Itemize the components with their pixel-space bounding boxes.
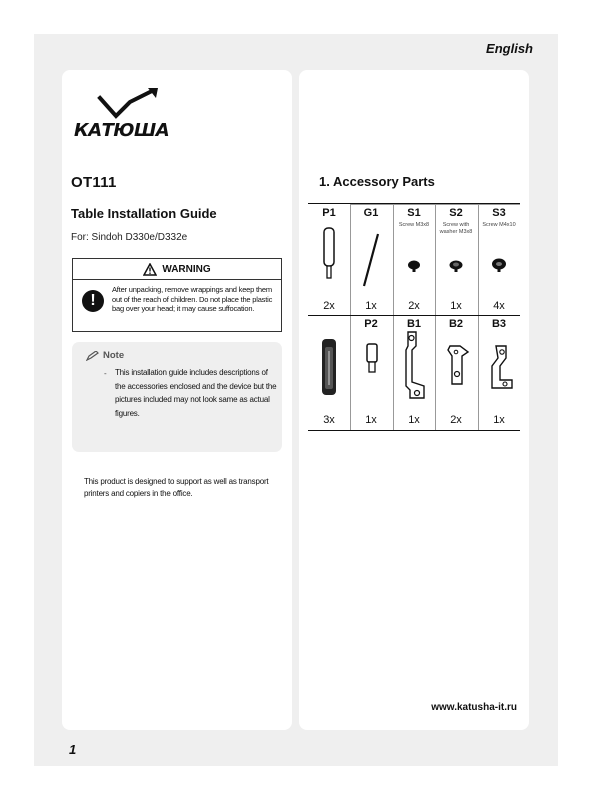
warning-text: After unpacking, remove wrappings and keep them out of the reach of children. Do not place the plastic bag over your head; it may cause suffocation. bbox=[112, 285, 273, 313]
part-description: Screw M3x8 bbox=[398, 222, 430, 228]
right-panel bbox=[299, 70, 529, 730]
part-quantity: 1x bbox=[450, 300, 462, 312]
guide-title: Table Installation Guide bbox=[71, 206, 217, 221]
bracket-icon bbox=[488, 344, 514, 390]
page-number: 1 bbox=[69, 742, 77, 757]
table-row-divider bbox=[308, 315, 520, 316]
accessory-parts-table bbox=[308, 203, 520, 431]
exclamation-icon: ! bbox=[82, 290, 104, 312]
part-quantity: 2x bbox=[450, 414, 462, 426]
part-quantity: 1x bbox=[408, 414, 420, 426]
table-divider bbox=[350, 204, 351, 430]
part-quantity: 1x bbox=[493, 414, 505, 426]
table-divider bbox=[393, 204, 394, 430]
part-code: S1 bbox=[407, 207, 421, 219]
part-code: B3 bbox=[491, 318, 507, 330]
part-code: B1 bbox=[406, 318, 422, 330]
language-label: English bbox=[486, 41, 533, 56]
warning-header bbox=[73, 259, 281, 280]
bracket-icon bbox=[446, 344, 470, 388]
part-quantity: 2x bbox=[323, 300, 335, 312]
part-code: B2 bbox=[448, 318, 464, 330]
part-code: S3 bbox=[492, 207, 506, 219]
model-number: OT111 bbox=[71, 174, 117, 191]
bracket-icon bbox=[402, 330, 428, 400]
table-divider bbox=[478, 204, 479, 430]
screw-icon bbox=[407, 260, 421, 272]
note-title: Note bbox=[103, 350, 125, 361]
pencil-icon bbox=[86, 351, 99, 361]
washer-screw-icon bbox=[449, 260, 463, 272]
part-quantity: 3x bbox=[323, 414, 335, 426]
svg-text:КАТЮША: КАТЮША bbox=[74, 120, 170, 140]
part-code: G1 bbox=[363, 207, 379, 219]
left-panel bbox=[62, 70, 292, 730]
product-description: This product is designed to support as well as transport printers and copiers in the office. bbox=[84, 477, 269, 498]
part-code: P2 bbox=[364, 318, 378, 330]
table-divider bbox=[435, 204, 436, 430]
compatible-models: For: Sindoh D330e/D332e bbox=[71, 232, 188, 243]
part-code: P1 bbox=[322, 207, 336, 219]
part-quantity: 1x bbox=[365, 414, 377, 426]
accessory-parts-title: 1. Accessory Parts bbox=[319, 174, 435, 189]
website-link[interactable]: www.katusha-it.ru bbox=[431, 702, 517, 713]
rod-icon bbox=[360, 232, 382, 288]
part-description: Screw with washer M3x8 bbox=[439, 222, 473, 235]
screw-icon bbox=[491, 258, 507, 272]
warning-title: WARNING bbox=[162, 263, 211, 275]
part-description: Screw M4x10 bbox=[482, 222, 516, 228]
part-quantity: 2x bbox=[408, 300, 420, 312]
pin-icon bbox=[321, 226, 337, 284]
table-row-divider bbox=[350, 204, 520, 205]
katusha-logo bbox=[74, 88, 184, 140]
cable-tie-mount-icon bbox=[320, 337, 338, 397]
part-code: S2 bbox=[449, 207, 463, 219]
part-quantity: 1x bbox=[365, 300, 377, 312]
spacer-icon bbox=[365, 342, 379, 374]
warning-box bbox=[72, 258, 282, 332]
part-quantity: 4x bbox=[493, 300, 505, 312]
note-box bbox=[72, 342, 282, 452]
note-text: This installation guide includes descriptions of the accessories enclosed and the device but the pictures included may not look same as actual figures. bbox=[115, 368, 277, 418]
warning-triangle-icon bbox=[143, 263, 157, 276]
note-bullet: - bbox=[104, 369, 107, 378]
